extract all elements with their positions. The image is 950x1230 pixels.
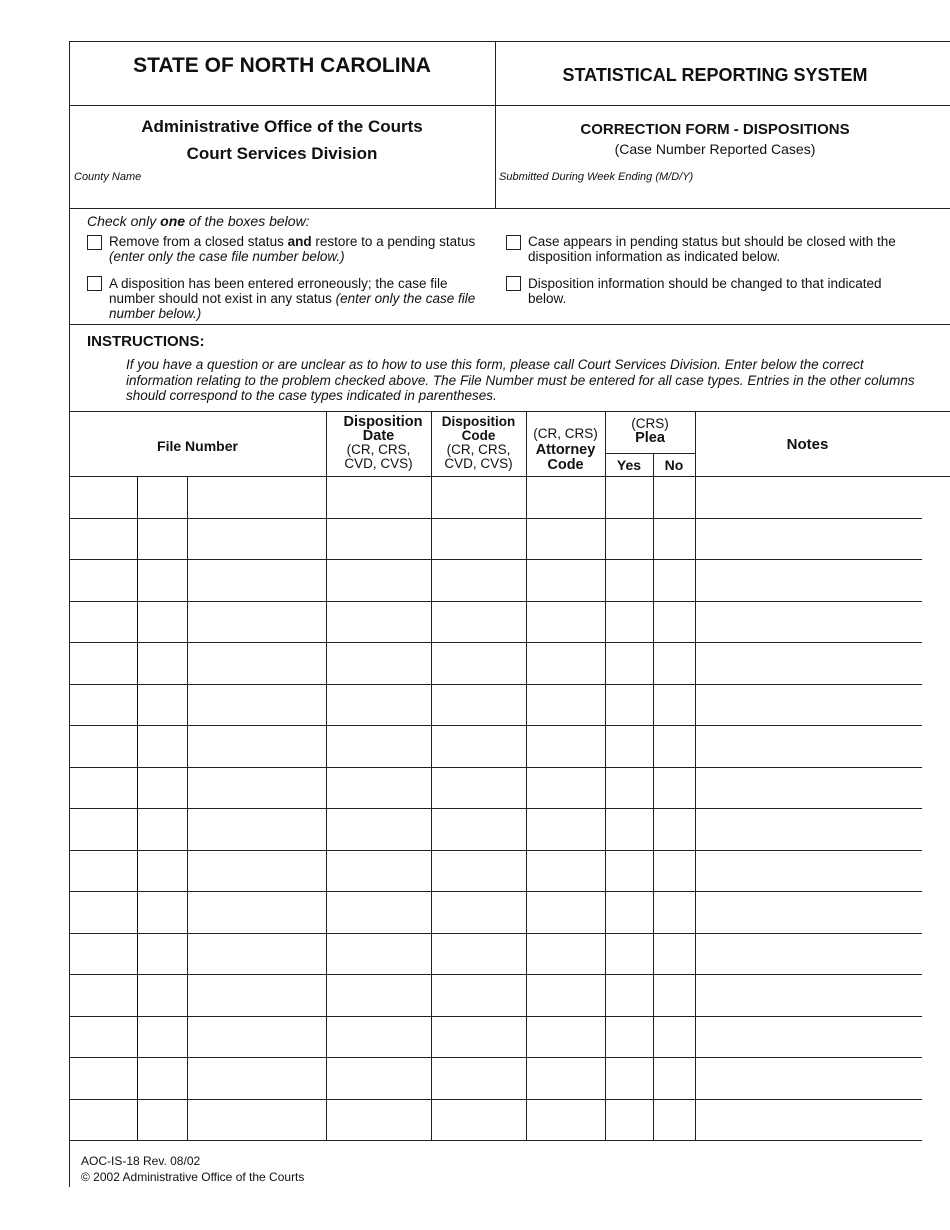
file-number-part-2[interactable] — [138, 891, 188, 933]
plea-yes-header: Yes — [616, 457, 642, 473]
table-row — [70, 476, 922, 519]
notes-cell[interactable] — [696, 1057, 950, 1099]
file-number-part-1[interactable] — [70, 642, 138, 684]
file-number-part-1[interactable] — [70, 808, 138, 850]
option-change-disposition: Disposition information should be changed to that indicated below. — [528, 276, 882, 306]
disposition-code-cell[interactable] — [432, 974, 527, 1016]
instructions-body: If you have a question or are unclear as to how to use this form, please call Court Services Division. Enter below the correct information relating to the problem checked above. The File Number must be entered for all case types. Entries in the other columns should correspond to the case types indicated in parentheses. — [126, 357, 915, 403]
table-row — [70, 1099, 922, 1142]
file-number-part-1[interactable] — [70, 850, 138, 892]
file-number-part-3[interactable] — [188, 559, 327, 601]
notes-cell[interactable] — [696, 642, 950, 684]
disposition-date-cell[interactable] — [327, 1016, 432, 1058]
attorney-code-cell[interactable] — [527, 1099, 606, 1141]
disposition-date-cell[interactable] — [327, 642, 432, 684]
plea-no-cell[interactable] — [654, 559, 696, 601]
table-row — [70, 601, 922, 644]
attorney-code-cell[interactable] — [527, 518, 606, 560]
plea-yes-cell[interactable] — [606, 1057, 654, 1099]
option-should-be-closed: Case appears in pending status but should be closed with the disposition information as indicated below. — [528, 234, 896, 264]
option-entered-erroneously: A disposition has been entered erroneously; the case file number should not exist in any status (enter only the case file number below.) — [109, 276, 476, 321]
notes-cell[interactable] — [696, 808, 950, 850]
plea-yes-cell[interactable] — [606, 767, 654, 809]
disposition-date-cell[interactable] — [327, 559, 432, 601]
plea-yes-cell[interactable] — [606, 808, 654, 850]
plea-no-cell[interactable] — [654, 1016, 696, 1058]
attorney-code-cell[interactable] — [527, 891, 606, 933]
office-block — [69, 113, 495, 167]
plea-no-cell[interactable] — [654, 725, 696, 767]
file-number-part-3[interactable] — [188, 518, 327, 560]
file-number-part-3[interactable] — [188, 933, 327, 975]
form-title-block — [495, 121, 935, 157]
file-number-part-1[interactable] — [70, 1016, 138, 1058]
attorney-code-cell[interactable] — [527, 559, 606, 601]
disposition-date-cell[interactable] — [327, 808, 432, 850]
file-number-part-3[interactable] — [188, 642, 327, 684]
file-number-part-3[interactable] — [188, 725, 327, 767]
disposition-code-cell[interactable] — [432, 767, 527, 809]
file-number-part-3[interactable] — [188, 891, 327, 933]
plea-no-cell[interactable] — [654, 850, 696, 892]
disposition-code-cell[interactable] — [432, 559, 527, 601]
plea-no-cell[interactable] — [654, 808, 696, 850]
file-number-part-2[interactable] — [138, 767, 188, 809]
notes-cell[interactable] — [696, 684, 950, 726]
file-number-part-3[interactable] — [188, 684, 327, 726]
disposition-date-cell[interactable] — [327, 767, 432, 809]
disposition-code-cell[interactable] — [432, 1016, 527, 1058]
copyright: © 2002 Administrative Office of the Courts — [81, 1170, 305, 1184]
week-ending-field[interactable] — [499, 185, 939, 205]
file-number-part-1[interactable] — [70, 518, 138, 560]
plea-no-cell[interactable] — [654, 684, 696, 726]
plea-yes-cell[interactable] — [606, 850, 654, 892]
file-number-part-3[interactable] — [188, 476, 327, 518]
attorney-code-cell[interactable] — [527, 725, 606, 767]
plea-yes-cell[interactable] — [606, 601, 654, 643]
plea-yes-cell[interactable] — [606, 1099, 654, 1141]
file-number-part-1[interactable] — [70, 891, 138, 933]
disposition-code-cell[interactable] — [432, 725, 527, 767]
disposition-date-cell[interactable] — [327, 1057, 432, 1099]
plea-yes-cell[interactable] — [606, 933, 654, 975]
disposition-code-header: Disposition Code (CR, CRS, CVD, CVS) — [441, 414, 516, 471]
file-number-part-3[interactable] — [188, 1057, 327, 1099]
file-number-part-2[interactable] — [138, 601, 188, 643]
attorney-code-cell[interactable] — [527, 1016, 606, 1058]
state-title: STATE OF NORTH CAROLINA — [133, 54, 431, 77]
table-row — [70, 767, 922, 810]
disposition-code-cell[interactable] — [432, 1099, 527, 1141]
notes-cell[interactable] — [696, 601, 950, 643]
form-title: CORRECTION FORM - DISPOSITIONS — [580, 121, 850, 138]
plea-no-cell[interactable] — [654, 642, 696, 684]
file-number-part-1[interactable] — [70, 476, 138, 518]
check-prompt: Check only one of the boxes below: — [87, 213, 310, 229]
attorney-code-cell[interactable] — [527, 684, 606, 726]
table-row — [70, 974, 922, 1017]
notes-cell[interactable] — [696, 1099, 950, 1141]
week-ending-label: Submitted During Week Ending (M/D/Y) — [499, 171, 694, 183]
plea-no-cell[interactable] — [654, 974, 696, 1016]
file-number-part-2[interactable] — [138, 642, 188, 684]
form-id: AOC-IS-18 Rev. 08/02 — [81, 1154, 201, 1168]
plea-header: (CRS) Plea — [631, 416, 669, 446]
table-row — [70, 725, 922, 768]
file-number-part-1[interactable] — [70, 601, 138, 643]
file-number-header: File Number — [157, 438, 238, 454]
table-row — [70, 518, 922, 561]
plea-yes-cell[interactable] — [606, 725, 654, 767]
notes-cell[interactable] — [696, 767, 950, 809]
plea-yes-cell[interactable] — [606, 559, 654, 601]
disposition-date-cell[interactable] — [327, 684, 432, 726]
notes-header: Notes — [786, 436, 829, 453]
plea-no-cell[interactable] — [654, 1057, 696, 1099]
plea-yes-cell[interactable] — [606, 518, 654, 560]
file-number-part-2[interactable] — [138, 933, 188, 975]
file-number-part-1[interactable] — [70, 1099, 138, 1141]
disposition-date-cell[interactable] — [327, 850, 432, 892]
disposition-date-cell[interactable] — [327, 933, 432, 975]
disposition-code-cell[interactable] — [432, 518, 527, 560]
file-number-part-3[interactable] — [188, 974, 327, 1016]
notes-cell[interactable] — [696, 559, 950, 601]
attorney-code-cell[interactable] — [527, 476, 606, 518]
notes-cell[interactable] — [696, 933, 950, 975]
table-row — [70, 1057, 922, 1100]
plea-yes-cell[interactable] — [606, 642, 654, 684]
attorney-code-cell[interactable] — [527, 974, 606, 1016]
checkbox-entered-erroneously[interactable] — [87, 276, 102, 291]
table-row — [70, 642, 922, 685]
file-number-part-1[interactable] — [70, 767, 138, 809]
system-title: STATISTICAL REPORTING SYSTEM — [562, 65, 868, 85]
file-number-part-3[interactable] — [188, 850, 327, 892]
disposition-code-cell[interactable] — [432, 1057, 527, 1099]
checkbox-should-be-closed[interactable] — [506, 235, 521, 250]
disposition-code-cell[interactable] — [432, 891, 527, 933]
notes-cell[interactable] — [696, 1016, 950, 1058]
attorney-code-header: (CR, CRS) Attorney Code — [533, 426, 598, 473]
attorney-code-cell[interactable] — [527, 808, 606, 850]
disposition-code-cell[interactable] — [432, 642, 527, 684]
disposition-code-cell[interactable] — [432, 476, 527, 518]
plea-no-cell[interactable] — [654, 476, 696, 518]
file-number-part-1[interactable] — [70, 933, 138, 975]
disposition-code-cell[interactable] — [432, 601, 527, 643]
disposition-date-cell[interactable] — [327, 725, 432, 767]
plea-no-cell[interactable] — [654, 891, 696, 933]
disposition-date-cell[interactable] — [327, 891, 432, 933]
disposition-date-cell[interactable] — [327, 518, 432, 560]
plea-no-cell[interactable] — [654, 601, 696, 643]
file-number-part-2[interactable] — [138, 559, 188, 601]
disposition-code-cell[interactable] — [432, 684, 527, 726]
file-number-part-3[interactable] — [188, 1016, 327, 1058]
footer — [81, 1153, 304, 1185]
file-number-part-1[interactable] — [70, 974, 138, 1016]
form-subtitle: (Case Number Reported Cases) — [614, 141, 816, 157]
attorney-code-cell[interactable] — [527, 601, 606, 643]
file-number-part-1[interactable] — [70, 684, 138, 726]
office-line-2: Court Services Division — [186, 144, 378, 163]
disposition-code-cell[interactable] — [432, 850, 527, 892]
attorney-code-cell[interactable] — [527, 642, 606, 684]
instructions-heading: INSTRUCTIONS: — [87, 333, 205, 350]
file-number-part-2[interactable] — [138, 476, 188, 518]
attorney-code-cell[interactable] — [527, 767, 606, 809]
plea-no-cell[interactable] — [654, 767, 696, 809]
county-name-label: County Name — [74, 171, 142, 183]
table-row — [70, 559, 922, 602]
option-restore-pending: Remove from a closed status and restore to a pending status (enter only the case file number below.) — [109, 234, 476, 264]
checkbox-change-disposition[interactable] — [506, 276, 521, 291]
office-line-1: Administrative Office of the Courts — [141, 117, 423, 136]
file-number-part-2[interactable] — [138, 974, 188, 1016]
plea-no-header: No — [664, 457, 684, 473]
file-number-part-3[interactable] — [188, 767, 327, 809]
disposition-date-cell[interactable] — [327, 476, 432, 518]
notes-cell[interactable] — [696, 476, 950, 518]
attorney-code-cell[interactable] — [527, 933, 606, 975]
plea-no-cell[interactable] — [654, 933, 696, 975]
table-row — [70, 684, 922, 727]
plea-yes-cell[interactable] — [606, 476, 654, 518]
plea-yes-cell[interactable] — [606, 974, 654, 1016]
disposition-code-cell[interactable] — [432, 808, 527, 850]
table-row — [70, 1016, 922, 1059]
notes-cell[interactable] — [696, 518, 950, 560]
notes-cell[interactable] — [696, 850, 950, 892]
table-row — [70, 891, 922, 934]
disposition-date-cell[interactable] — [327, 1099, 432, 1141]
table-row — [70, 850, 922, 893]
attorney-code-cell[interactable] — [527, 850, 606, 892]
file-number-part-2[interactable] — [138, 850, 188, 892]
plea-no-cell[interactable] — [654, 518, 696, 560]
file-number-part-1[interactable] — [70, 1057, 138, 1099]
file-number-part-2[interactable] — [138, 808, 188, 850]
disposition-date-cell[interactable] — [327, 601, 432, 643]
file-number-part-2[interactable] — [138, 1057, 188, 1099]
table-row — [70, 808, 922, 851]
file-number-part-1[interactable] — [70, 725, 138, 767]
file-number-part-3[interactable] — [188, 601, 327, 643]
notes-cell[interactable] — [696, 974, 950, 1016]
file-number-part-3[interactable] — [188, 808, 327, 850]
file-number-part-2[interactable] — [138, 725, 188, 767]
checkbox-restore-pending[interactable] — [87, 235, 102, 250]
file-number-part-2[interactable] — [138, 518, 188, 560]
plea-no-cell[interactable] — [654, 1099, 696, 1141]
county-name-field[interactable] — [71, 185, 491, 205]
disposition-date-header: Disposition Date (CR, CRS, CVD, CVS) — [343, 414, 423, 471]
notes-cell[interactable] — [696, 891, 950, 933]
notes-cell[interactable] — [696, 725, 950, 767]
file-number-part-2[interactable] — [138, 1099, 188, 1141]
attorney-code-cell[interactable] — [527, 1057, 606, 1099]
plea-yes-cell[interactable] — [606, 1016, 654, 1058]
table-row — [70, 933, 922, 976]
plea-yes-cell[interactable] — [606, 891, 654, 933]
plea-yes-cell[interactable] — [606, 684, 654, 726]
file-number-part-3[interactable] — [188, 1099, 327, 1141]
disposition-code-cell[interactable] — [432, 933, 527, 975]
file-number-part-1[interactable] — [70, 559, 138, 601]
file-number-part-2[interactable] — [138, 684, 188, 726]
disposition-date-cell[interactable] — [327, 974, 432, 1016]
file-number-part-2[interactable] — [138, 1016, 188, 1058]
